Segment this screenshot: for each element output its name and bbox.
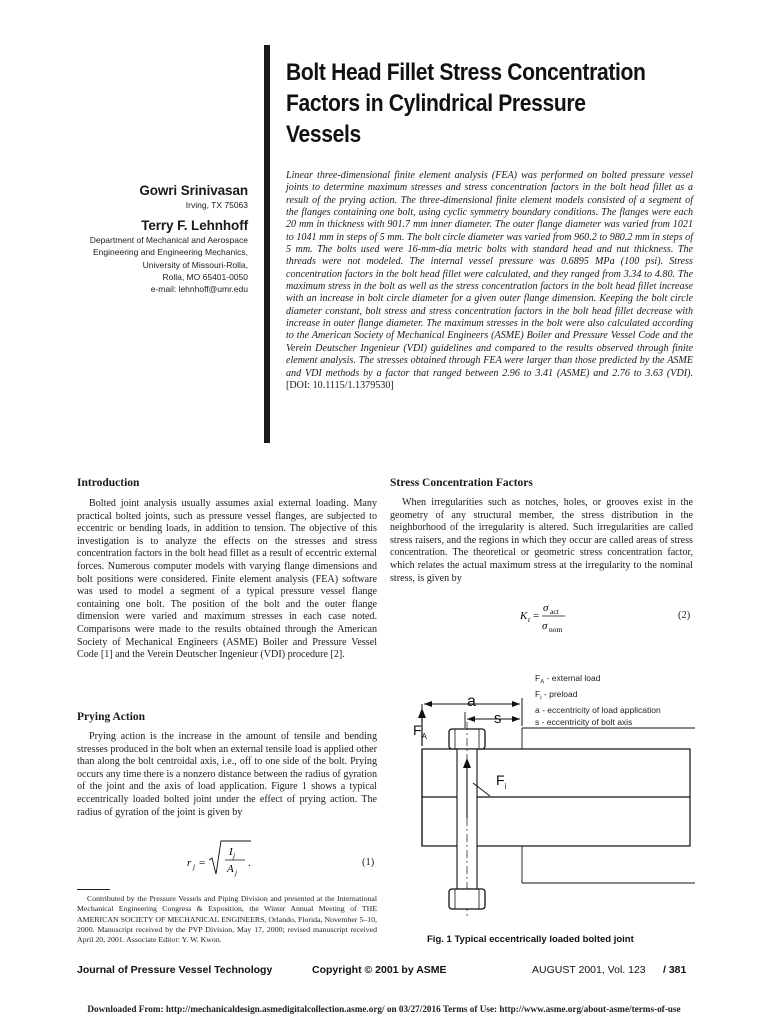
- author-name: Gowri Srinivasan: [139, 183, 248, 198]
- author-block: [18, 183, 248, 295]
- section-heading-stress-concentration: Stress Concentration Factors: [390, 477, 533, 489]
- paragraph: Prying action is the increase in the amount of tensile and bending stresses produced in the bolt when an external tensile load is applied other than along the bolt centroidal axis, i.e., off to one side of the bolt. Prying occurs any time there is a nonzero distance between the radius of gyration of the joint and the axis of load application. Figure 1 shows a typical eccentrically loaded bolted joint under the effect of prying action. The radius of gyration of the joint is given by: [77, 731, 377, 818]
- page-number: / 381: [663, 964, 687, 976]
- author-affiliation-line: Department of Mechanical and Aerospace: [89, 235, 248, 246]
- abstract-text: Linear three-dimensional finite element analysis (FEA) was performed on bolted pressure vessel joints to determine maximum stresses and stress concentration factors in the bolt head fillet as a result of the prying action. The three-dimensional finite element models consisted of a segment of the flanges containing one bolt, using cyclic symmetry boundary conditions. The flanges were each 20 mm in thickness with 901.7 mm inner diameter. The outer flange diameter was varied from 1021 to 1041 mm in steps of 5 mm. The bolt circle diameter was varied from 960.2 to 980.2 mm in steps of 5 mm. The bolts used were 16-mm-dia metric bolts with standard head and nut thickness. The threads were not modeled. The internal vessel pressure was 0.6895 MPa (100 psi). Stress concentration factors in the bolt head fillet were calculated, and they ranged from 3.34 to 4.80. The maximum stress in the bolt as well as the stress concentration factors in the bolt head fillet increase with an increase in bolt circle diameter for a given outer flange dimension. Keeping the bolt circle diameter constant, bolt stress and stress concentration factors in the bolt head fillet decrease with increase in outer flange diameter. The maximum stresses in the bolt were also calculated according to the American Society of Mechanical Engineers (ASME) Boiler and Pressure Vessel Code and the Verein Deutscher Ingenieur (VDI) guidelines and compared to the results observed through finite element analysis. The stresses obtained through FEA were larger than those predicted by the ASME and VDI methods by a factor that ranged between 2.96 to 3.41 (ASME) and 2.76 to 3.63 (VDI).: [286, 170, 693, 379]
- copyright: Copyright © 2001 by ASME: [312, 964, 447, 976]
- eq1-num: I: [229, 846, 233, 858]
- equation-1: [185, 838, 265, 882]
- bolted-joint-figure: [405, 668, 695, 938]
- section-heading-prying-action: Prying Action: [77, 711, 146, 723]
- prying-action-text: [77, 731, 377, 819]
- legend-item: a - eccentricity of load application: [535, 705, 661, 716]
- label-fa: $F_A$: [413, 722, 427, 741]
- eq2-lhs: K: [520, 610, 528, 622]
- stress-concentration-text: [390, 497, 693, 585]
- equation-1-number: (1): [362, 857, 375, 868]
- eq2-num: σ: [543, 602, 549, 614]
- author-affiliation-line: Irving, TX 75063: [185, 200, 248, 210]
- abstract: [286, 170, 693, 392]
- equation-2-number: (2): [678, 610, 691, 621]
- author-affiliation-line: Rolla, MO 65401-0050: [162, 271, 248, 282]
- download-notice[interactable]: Downloaded From: http://mechanicaldesign.asmedigitalcollection.asme.org/ on 03/27/2016 Terms of Use: http://www.asme.org/about-asme/terms-of-use: [87, 1004, 681, 1014]
- paragraph: When irregularities such as notches, holes, or grooves exist in the geometry of any structural member, the stress distribution in the neighborhood of the irregularity is altered. Such irregularities are called stress raisers, and the regions in which they occur are called areas of stress concentration. The theoretical or geometric stress concentration factor, which relates the actual maximum stress at the irregularity to the nominal stress, is given by: [390, 497, 693, 584]
- eq1-den: A: [227, 863, 234, 875]
- issue-info: AUGUST 2001, Vol. 123: [532, 964, 646, 976]
- doi-link[interactable]: [DOI: 10.1115/1.1379530]: [286, 379, 394, 391]
- eq2-den: σ: [542, 620, 548, 632]
- eq1-lhs-sub: j: [193, 862, 196, 871]
- eq2-num-sub: act: [550, 607, 559, 616]
- footnote-rule: [77, 889, 110, 890]
- legend-item: s - eccentricity of bolt axis: [535, 716, 633, 727]
- legend-item: $F_A$ - external load: [535, 673, 601, 686]
- paragraph: Bolted joint analysis usually assumes axial external loading. Many practical bolted joints, such as pressure vessel flanges, are subjected to eccentric or bending loads, in addition to tension. The objective of this investigation is to analyze the effects on the stresses and stress concentration factors in the bolt head fillet as a result of eccentric external forces. Numerous computer models with varying flange dimensions and bolt positions were considered. Finite element analysis (FEA) software was used to model a segment of a typical pressure vessel flange containing one bolt. The position of the bolt and the outer flange dimension were varied and maximum stresses in each case noted. Comparisons were made to the results obtained through the American Society of Mechanical Engineers (ASME) Boiler and Pressure Vessel Code [1] and the Verein Deutscher Ingenieur (VDI) procedure [2].: [77, 498, 377, 661]
- author-name: Terry F. Lehnhoff: [141, 218, 248, 234]
- author-affiliation-line: University of Missouri-Rolla,: [142, 259, 248, 270]
- label-fi: $F_i$: [496, 772, 507, 791]
- author-affiliation-line: Engineering and Engineering Mechanics,: [93, 247, 248, 258]
- label-a: a: [467, 693, 476, 710]
- label-s: s: [494, 710, 502, 727]
- introduction-text: [77, 498, 377, 662]
- author-email[interactable]: e-mail: lehnhoff@umr.edu: [150, 284, 248, 295]
- eq1-lhs: r: [187, 857, 192, 869]
- eq1-num-sub: j: [233, 851, 236, 860]
- equation-2: [517, 598, 589, 636]
- section-heading-introduction: Introduction: [77, 477, 140, 489]
- eq2-eq: =: [533, 610, 540, 622]
- eq2-den-sub: nom: [549, 625, 563, 634]
- title-rule: [264, 45, 270, 443]
- footnote: Contributed by the Pressure Vessels and Piping Division and presented at the International Mechanical Engineering Congress & Exposition, the Winter Annual Meeting of THE AMERICAN SOCIETY OF MECHANICAL ENGINEERS, Orlando, Florida, November 5–10, 2000. Manuscript received by the PVP Division, May 17, 2000; revised manuscript received April 20, 2001. Associate Editor: Y. W. Kwon.: [77, 894, 377, 945]
- legend-item: $F_i$ - preload: [535, 689, 578, 702]
- eq2-lhs-sub: t: [528, 615, 531, 624]
- eq1-den-sub: j: [235, 868, 238, 877]
- eq1-tail: .: [248, 857, 251, 869]
- paper-title: Bolt Head Fillet Stress Concentration Factors in Cylindrical Pressure Vessels: [286, 59, 646, 148]
- journal-name: Journal of Pressure Vessel Technology: [77, 964, 273, 976]
- eq1-eq: =: [199, 857, 206, 869]
- figure-caption: Fig. 1 Typical eccentrically loaded bolted joint: [427, 934, 634, 945]
